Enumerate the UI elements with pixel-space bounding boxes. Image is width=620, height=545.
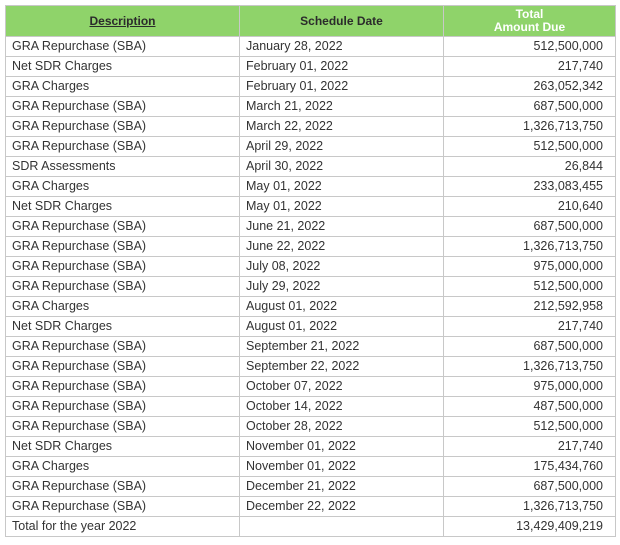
row-schedule-date: September 22, 2022 bbox=[240, 357, 444, 377]
table-body bbox=[6, 37, 616, 517]
row-description: Net SDR Charges bbox=[6, 57, 240, 77]
row-description: GRA Repurchase (SBA) bbox=[6, 417, 240, 437]
table-row bbox=[6, 497, 616, 517]
row-amount-due: 217,740 bbox=[444, 437, 616, 457]
row-schedule-date: October 28, 2022 bbox=[240, 417, 444, 437]
table-header bbox=[6, 6, 616, 37]
table-row bbox=[6, 337, 616, 357]
row-description: GRA Repurchase (SBA) bbox=[6, 337, 240, 357]
column-header-total-amount-due bbox=[444, 6, 616, 37]
row-schedule-date: February 01, 2022 bbox=[240, 57, 444, 77]
column-header-amount-line2: Amount Due bbox=[493, 20, 566, 34]
column-header-description-link[interactable]: Description bbox=[89, 13, 156, 28]
row-schedule-date: October 07, 2022 bbox=[240, 377, 444, 397]
row-amount-due: 210,640 bbox=[444, 197, 616, 217]
row-description: GRA Repurchase (SBA) bbox=[6, 357, 240, 377]
table-row bbox=[6, 177, 616, 197]
table-row bbox=[6, 217, 616, 237]
total-date-cell bbox=[240, 517, 444, 537]
row-schedule-date: December 21, 2022 bbox=[240, 477, 444, 497]
total-label: Total for the year 2022 bbox=[6, 517, 240, 537]
row-amount-due: 975,000,000 bbox=[444, 377, 616, 397]
table-row bbox=[6, 417, 616, 437]
row-amount-due: 687,500,000 bbox=[444, 217, 616, 237]
row-amount-due: 687,500,000 bbox=[444, 337, 616, 357]
row-schedule-date: March 21, 2022 bbox=[240, 97, 444, 117]
row-schedule-date: May 01, 2022 bbox=[240, 177, 444, 197]
row-amount-due: 1,326,713,750 bbox=[444, 117, 616, 137]
table-row bbox=[6, 237, 616, 257]
row-description: GRA Repurchase (SBA) bbox=[6, 377, 240, 397]
schedule-table-container bbox=[5, 5, 615, 537]
table-row bbox=[6, 77, 616, 97]
table-row bbox=[6, 477, 616, 497]
table-row bbox=[6, 257, 616, 277]
row-description: GRA Charges bbox=[6, 177, 240, 197]
row-description: GRA Charges bbox=[6, 297, 240, 317]
row-schedule-date: July 29, 2022 bbox=[240, 277, 444, 297]
row-amount-due: 512,500,000 bbox=[444, 37, 616, 57]
table-row bbox=[6, 457, 616, 477]
table-row bbox=[6, 317, 616, 337]
total-row bbox=[6, 517, 616, 537]
row-amount-due: 687,500,000 bbox=[444, 477, 616, 497]
row-schedule-date: June 22, 2022 bbox=[240, 237, 444, 257]
row-amount-due: 175,434,760 bbox=[444, 457, 616, 477]
table-footer bbox=[6, 517, 616, 537]
row-amount-due: 975,000,000 bbox=[444, 257, 616, 277]
table-row bbox=[6, 297, 616, 317]
row-schedule-date: February 01, 2022 bbox=[240, 77, 444, 97]
row-amount-due: 1,326,713,750 bbox=[444, 357, 616, 377]
column-header-description[interactable] bbox=[6, 6, 240, 37]
table-row bbox=[6, 117, 616, 137]
row-schedule-date: November 01, 2022 bbox=[240, 457, 444, 477]
header-row bbox=[6, 6, 616, 37]
row-amount-due: 233,083,455 bbox=[444, 177, 616, 197]
total-amount: 13,429,409,219 bbox=[444, 517, 616, 537]
row-amount-due: 217,740 bbox=[444, 57, 616, 77]
row-amount-due: 217,740 bbox=[444, 317, 616, 337]
row-schedule-date: November 01, 2022 bbox=[240, 437, 444, 457]
row-description: GRA Repurchase (SBA) bbox=[6, 97, 240, 117]
row-description: GRA Charges bbox=[6, 77, 240, 97]
column-header-amount-line1: Total bbox=[515, 7, 544, 21]
row-description: GRA Repurchase (SBA) bbox=[6, 397, 240, 417]
row-schedule-date: July 08, 2022 bbox=[240, 257, 444, 277]
table-row bbox=[6, 397, 616, 417]
row-amount-due: 512,500,000 bbox=[444, 417, 616, 437]
table-row bbox=[6, 197, 616, 217]
row-amount-due: 1,326,713,750 bbox=[444, 497, 616, 517]
repayment-schedule-table bbox=[5, 5, 616, 537]
row-schedule-date: September 21, 2022 bbox=[240, 337, 444, 357]
row-schedule-date: January 28, 2022 bbox=[240, 37, 444, 57]
row-schedule-date: May 01, 2022 bbox=[240, 197, 444, 217]
row-description: GRA Repurchase (SBA) bbox=[6, 117, 240, 137]
row-description: GRA Repurchase (SBA) bbox=[6, 277, 240, 297]
row-schedule-date: March 22, 2022 bbox=[240, 117, 444, 137]
row-description: Net SDR Charges bbox=[6, 197, 240, 217]
row-amount-due: 512,500,000 bbox=[444, 277, 616, 297]
row-description: SDR Assessments bbox=[6, 157, 240, 177]
row-amount-due: 1,326,713,750 bbox=[444, 237, 616, 257]
row-amount-due: 512,500,000 bbox=[444, 137, 616, 157]
row-amount-due: 263,052,342 bbox=[444, 77, 616, 97]
row-description: GRA Repurchase (SBA) bbox=[6, 237, 240, 257]
row-amount-due: 687,500,000 bbox=[444, 97, 616, 117]
row-schedule-date: December 22, 2022 bbox=[240, 497, 444, 517]
row-description: Net SDR Charges bbox=[6, 317, 240, 337]
table-row bbox=[6, 57, 616, 77]
row-description: GRA Repurchase (SBA) bbox=[6, 257, 240, 277]
row-schedule-date: April 29, 2022 bbox=[240, 137, 444, 157]
table-row bbox=[6, 137, 616, 157]
row-schedule-date: October 14, 2022 bbox=[240, 397, 444, 417]
row-description: Net SDR Charges bbox=[6, 437, 240, 457]
row-description: GRA Repurchase (SBA) bbox=[6, 37, 240, 57]
row-description: GRA Repurchase (SBA) bbox=[6, 217, 240, 237]
table-row bbox=[6, 97, 616, 117]
table-row bbox=[6, 157, 616, 177]
table-row bbox=[6, 357, 616, 377]
row-schedule-date: August 01, 2022 bbox=[240, 317, 444, 337]
table-row bbox=[6, 437, 616, 457]
row-schedule-date: June 21, 2022 bbox=[240, 217, 444, 237]
row-description: GRA Repurchase (SBA) bbox=[6, 137, 240, 157]
table-row bbox=[6, 37, 616, 57]
row-schedule-date: April 30, 2022 bbox=[240, 157, 444, 177]
column-header-schedule-date bbox=[240, 6, 444, 37]
row-description: GRA Repurchase (SBA) bbox=[6, 497, 240, 517]
column-header-schedule-date-label: Schedule Date bbox=[300, 13, 383, 28]
row-amount-due: 487,500,000 bbox=[444, 397, 616, 417]
row-amount-due: 26,844 bbox=[444, 157, 616, 177]
row-amount-due: 212,592,958 bbox=[444, 297, 616, 317]
row-description: GRA Charges bbox=[6, 457, 240, 477]
row-description: GRA Repurchase (SBA) bbox=[6, 477, 240, 497]
table-row bbox=[6, 277, 616, 297]
row-schedule-date: August 01, 2022 bbox=[240, 297, 444, 317]
table-row bbox=[6, 377, 616, 397]
